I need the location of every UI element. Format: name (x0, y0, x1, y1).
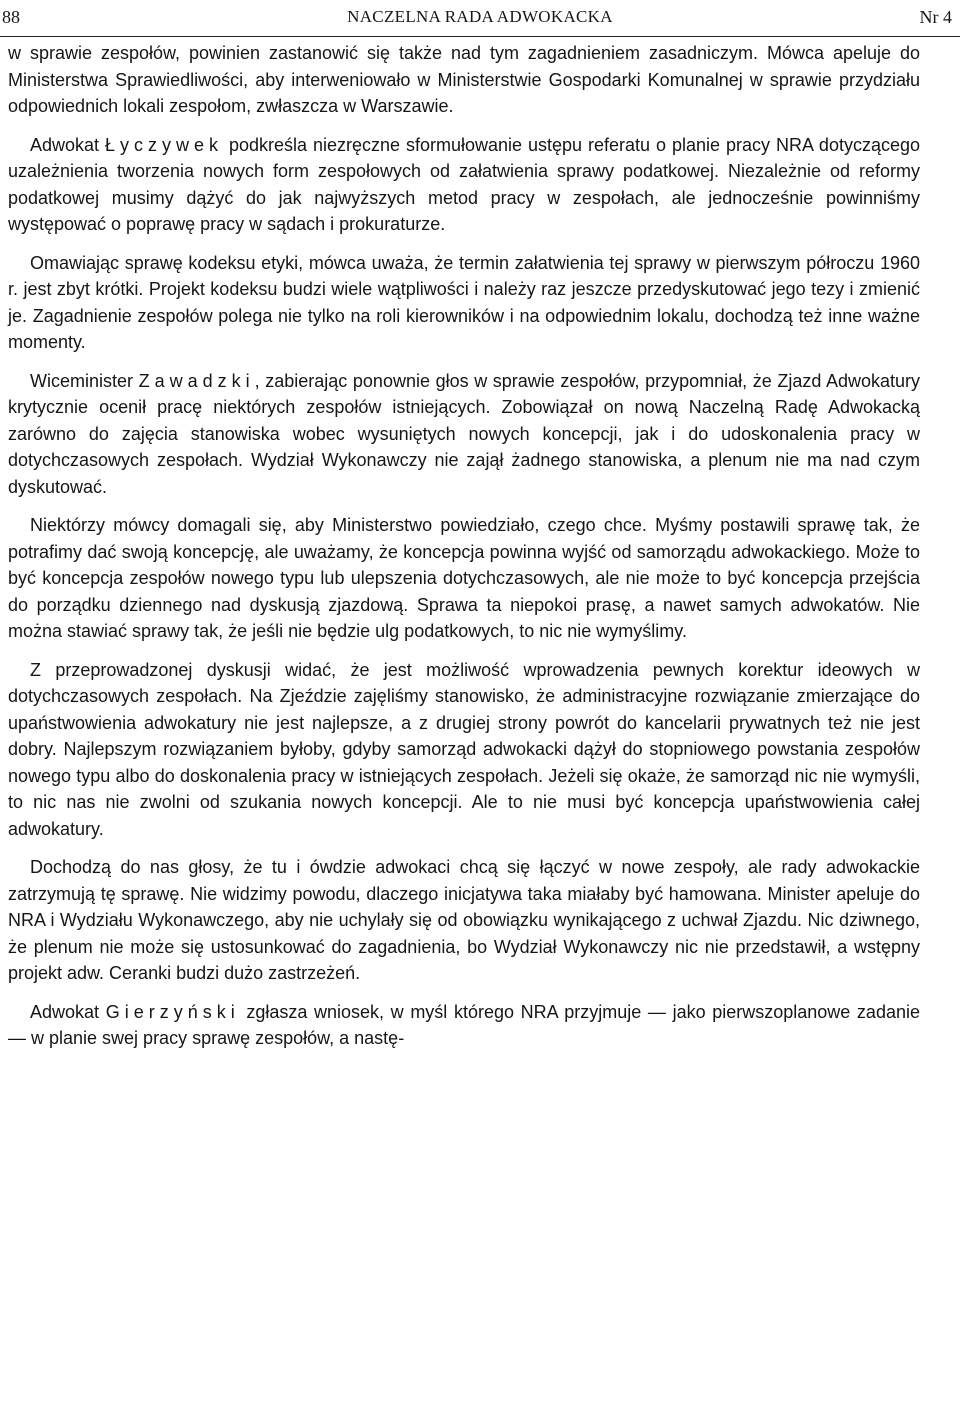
paragraph-lead: Adwokat (30, 1001, 106, 1022)
paragraph-text: zgłasza wniosek, w myśl którego NRA przyjmuje — jako pierwszoplanowe zadanie — w planie swej pracy sprawę zespołów, a nastę- (8, 1001, 920, 1048)
speaker-name: Łyczywek (105, 134, 224, 155)
running-title: NACZELNA RADA ADWOKACKA (347, 7, 613, 26)
speaker-name: Gierzyński (105, 1001, 240, 1022)
speaker-name: Zawadzki (138, 370, 255, 391)
paragraph: w sprawie zespołów, powinien zastanowić się także nad tym zagadnieniem zasadniczym. Mówca apeluje do Ministerstwa Sprawiedliwości, aby interweniowało w Ministerstwie Gospodarki Komunalnej w sprawie przydziału odpowiednich lokali zespołom, zwłaszcza w Warszawie. (8, 43, 920, 116)
paragraph (8, 368, 920, 501)
paragraph-text: podkreśla niezręczne sformułowanie ustępu referatu o planie pracy NRA dotyczącego uzależnienia tworzenia nowych form zespołowych od załatwienia sprawy podatkowej. Niezależnie od reformy podatkowej musimy dążyć do jak najwyższych metod pracy w zespołach, ale jednocześnie powinniśmy występować o poprawę pracy w sądach i prokuraturze. (8, 134, 920, 234)
header-rule (0, 36, 960, 37)
paragraph: Omawiając sprawę kodeksu etyki, mówca uważa, że termin załatwienia tej sprawy w pierwszym półroczu 1960 r. jest zbyt krótki. Projekt kodeksu budzi wiele wątpliwości i należy raz jeszcze przedyskutować jego tezy i zmienić je. Zagadnienie zespołów polega nie tylko na roli kierowników i na odpowiednim lokalu, dochodzą też inne ważne momenty. (8, 252, 920, 352)
paragraph-text: , zabierając ponownie głos w sprawie zespołów, przypomniał, że Zjazd Adwokatury krytycznie ocenił pracę niektórych zespołów istniejących. Zobowiązał on nową Naczelną Radę Adwokacką zarówno do zajęcia stanowiska wobec wysuniętych nowych koncepcji, jak i do udoskonalenia pracy w dotychczasowych zespołach. Wydział Wykonawczy nie zajął żadnego stanowiska, a plenum nie ma nad czym dyskutować. (8, 370, 920, 497)
article-body (8, 40, 920, 1064)
paragraph (8, 999, 920, 1052)
paragraph-lead: Adwokat (30, 134, 105, 155)
paragraph: Niektórzy mówcy domagali się, aby Ministerstwo powiedziało, czego chce. Myśmy postawili sprawę tak, że potrafimy dać swoją koncepcję, ale uważamy, że koncepcja powinna wyjść od samorządu adwokackiego. Może to być koncepcja zespołów nowego typu lub ulepszenia dotychczasowych, ale nie może to być koncepcja przejścia do porządku dziennego nad dyskusją zjazdową. Sprawa ta niepokoi prasę, a nawet samych adwokatów. Nie można stawiać sprawy tak, że jeśli nie będzie ulg podatkowych, to nic nie wymyślimy. (8, 515, 920, 641)
page-number: 88 (2, 7, 20, 27)
page-header (0, 0, 960, 34)
paragraph (8, 132, 920, 238)
paragraph-lead: Wiceminister (30, 370, 139, 391)
paragraph: Dochodzą do nas głosy, że tu i ówdzie adwokaci chcą się łączyć w nowe zespoły, ale rady adwokackie zatrzymują tę sprawę. Nie widzimy powodu, dlaczego inicjatywa taka miałaby być hamowana. Minister apeluje do NRA i Wydziału Wykonawczego, aby nie uchylały się od obowiązku wynikającego z uchwał Zjazdu. Nic dziwnego, że plenum nie może się ustosunkować do zagadnienia, bo Wydział Wykonawczy nic nie przedstawił, a wstępny projekt adw. Ceranki budzi dużo zastrzeżeń. (8, 857, 920, 983)
paragraph: Z przeprowadzonej dyskusji widać, że jest możliwość wprowadzenia pewnych korektur ideowych w dotychczasowych zespołach. Na Zjeździe zajęliśmy stanowisko, że administracyjne rozwiązanie zmierzające do upaństwowienia adwokatury nie jest najlepsze, a z drugiej strony powrót do kancelarii prywatnych też nie jest dobry. Najlepszym rozwiązaniem byłoby, gdyby samorząd adwokacki dążył do stopniowego powstania zespołów nowego typu albo do doskonalenia pracy w istniejących zespołach. Jeżeli się okaże, że samorząd nic nie wymyśli, to nic nas nie zwolni od szukania nowych koncepcji. Ale to nie musi być koncepcja upaństwowienia całej adwokatury. (8, 659, 920, 839)
issue-number: Nr 4 (919, 7, 952, 27)
